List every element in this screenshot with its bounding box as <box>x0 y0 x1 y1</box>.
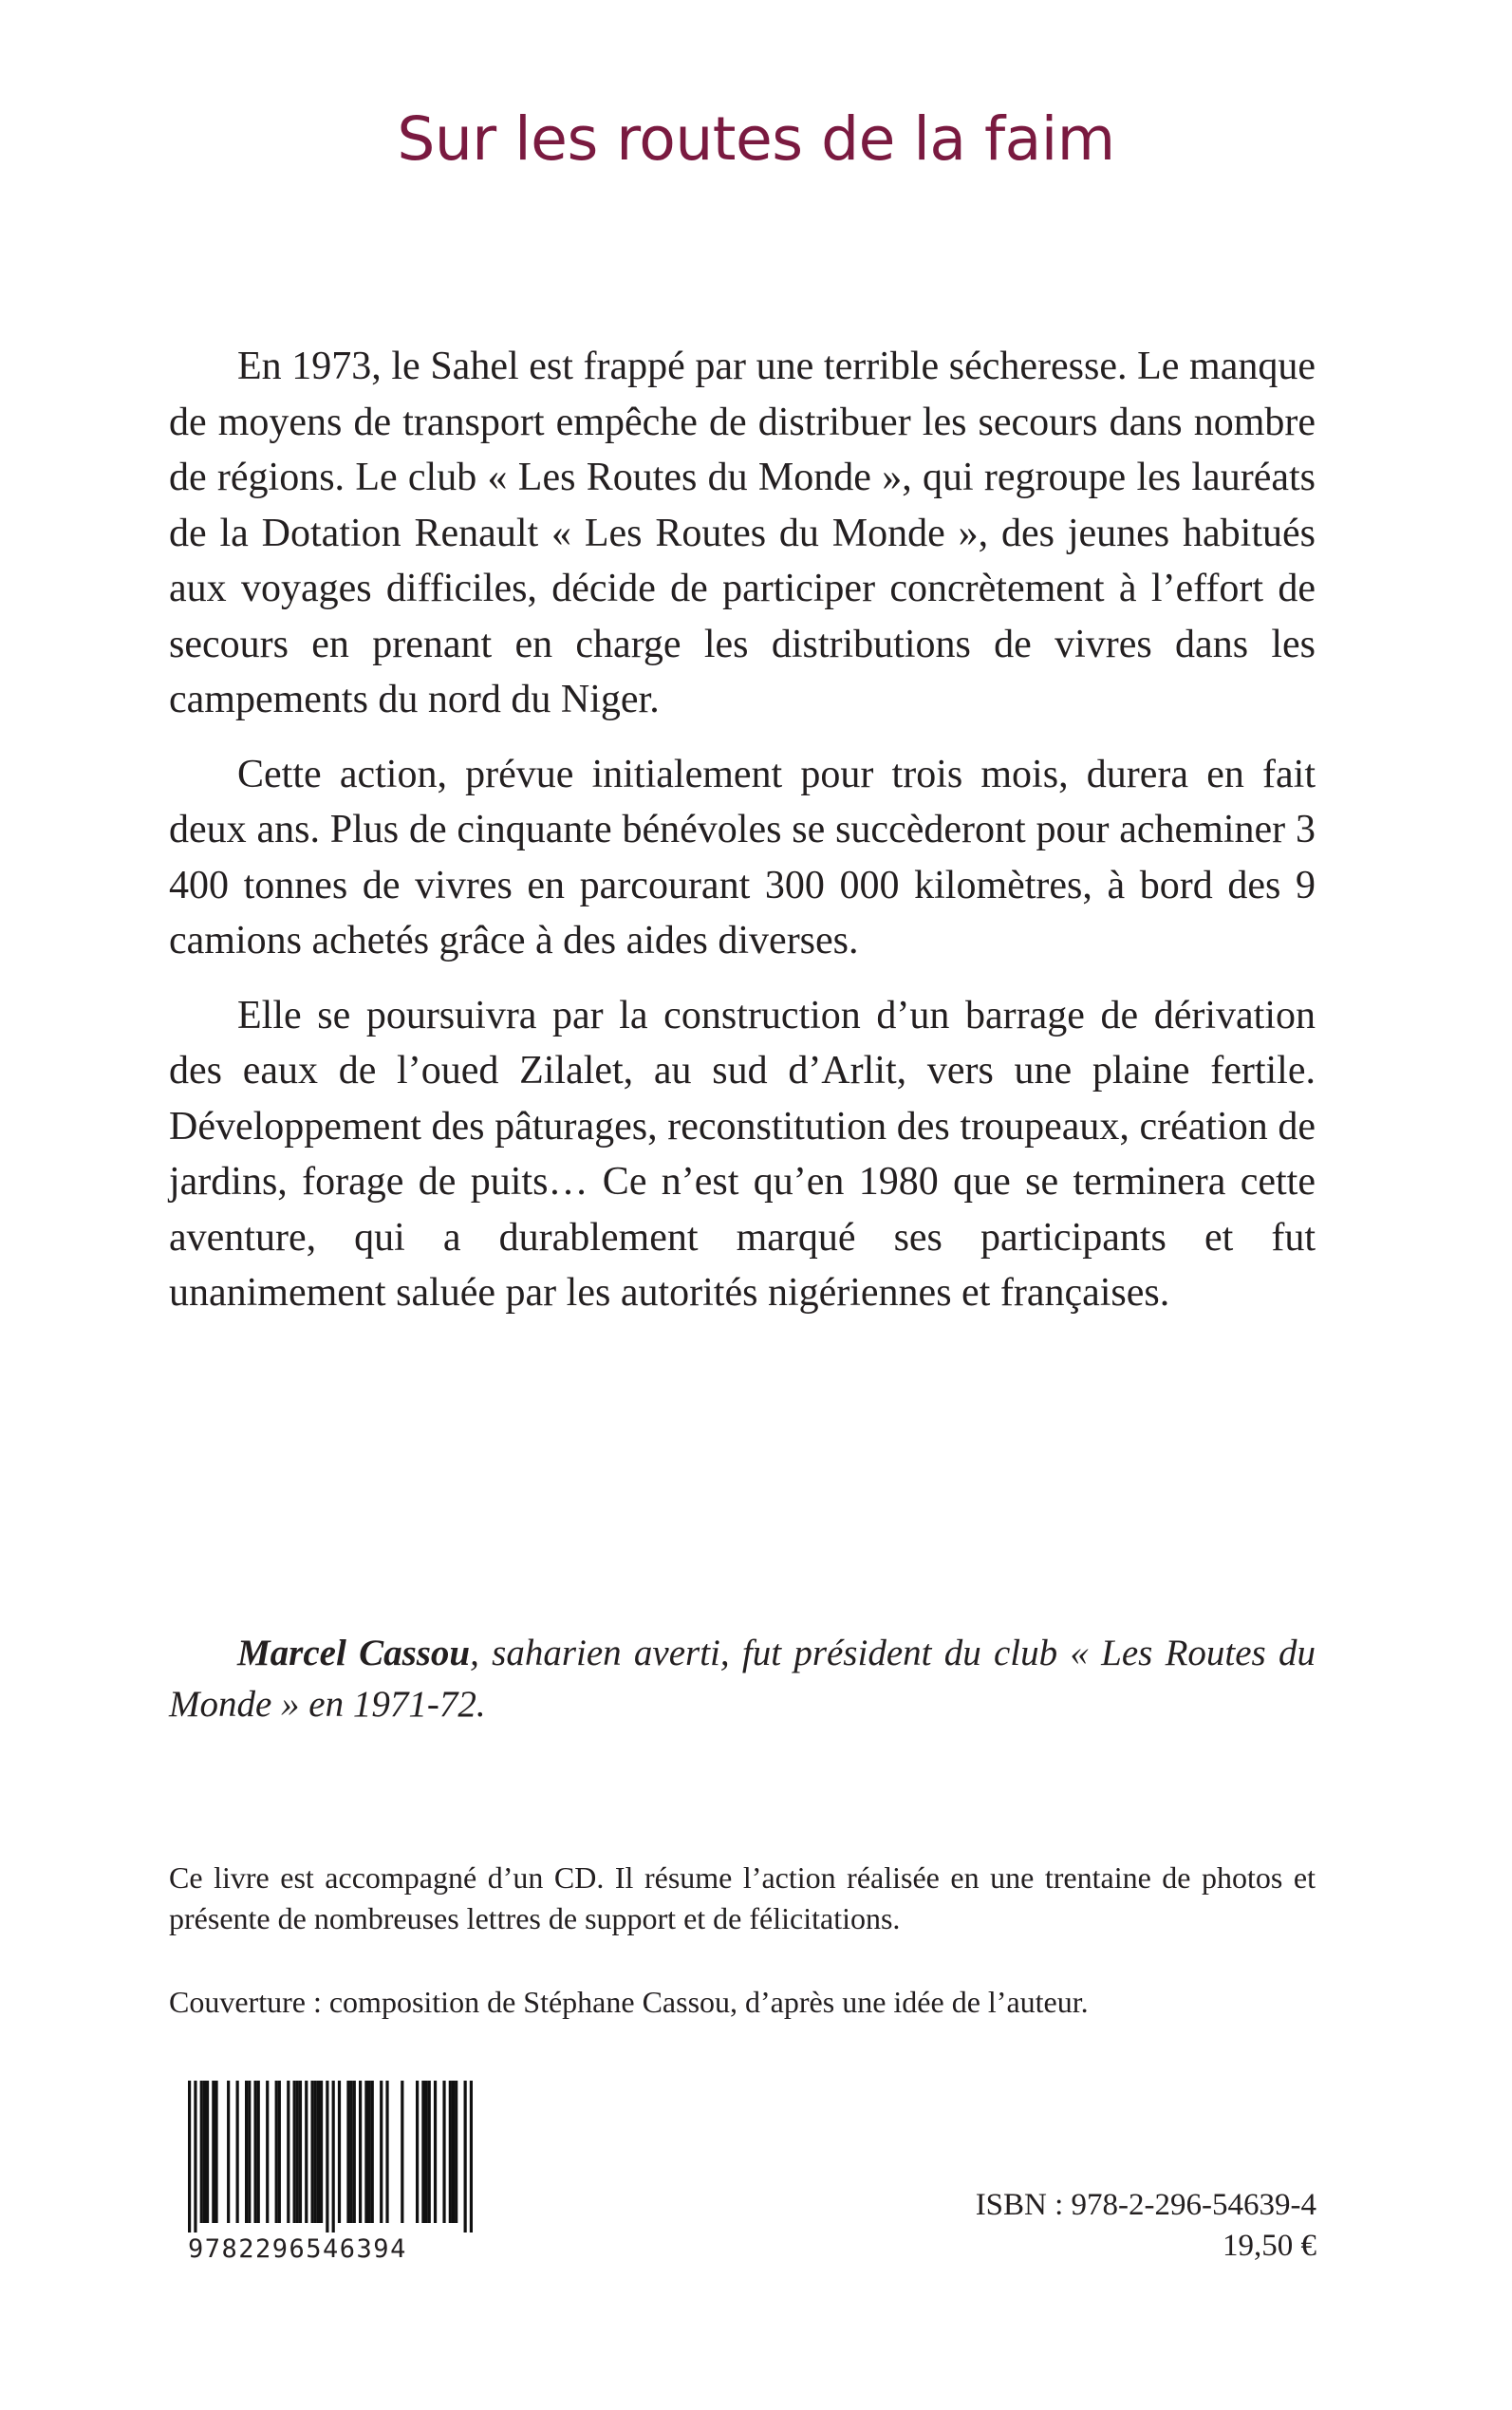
barcode-bar <box>293 2081 296 2223</box>
barcode-bar <box>257 2081 260 2223</box>
barcode-bar <box>236 2081 239 2223</box>
barcode-bar <box>227 2081 230 2223</box>
barcode-bar <box>206 2081 209 2223</box>
barcode-bar <box>442 2081 445 2223</box>
barcode <box>188 2081 473 2264</box>
barcode-bar <box>401 2081 403 2223</box>
barcode-bar <box>421 2081 424 2223</box>
barcode-bar <box>464 2081 467 2233</box>
barcode-bar <box>455 2081 457 2223</box>
barcode-bar <box>385 2081 388 2223</box>
barcode-bar <box>194 2081 196 2233</box>
barcode-bar <box>266 2081 269 2223</box>
isbn: ISBN : 978-2-296-54639-4 <box>975 2188 1316 2222</box>
cd-note: Ce livre est accompagné d’un CD. Il résume l’action réalisée en une trentaine de photos et présente de nombreuses lettres de support et de félicitations. <box>169 1860 1316 1935</box>
barcode-bar <box>299 2081 302 2223</box>
book-title: Sur les routes de la faim <box>397 104 1115 174</box>
barcode-bar <box>188 2081 191 2233</box>
barcode-bar <box>470 2081 473 2233</box>
barcode-bar <box>326 2081 328 2233</box>
barcode-bar <box>364 2081 367 2223</box>
price: 19,50 € <box>1223 2229 1316 2263</box>
author-name: Marcel Cassou <box>237 1633 471 1673</box>
author-bio <box>169 1628 1316 1730</box>
barcode-bar <box>296 2081 299 2223</box>
barcode-bar <box>332 2081 335 2233</box>
barcode-bar <box>434 2081 437 2223</box>
barcode-bar <box>353 2081 356 2223</box>
barcode-bars <box>188 2081 473 2233</box>
barcode-bar <box>212 2081 215 2223</box>
barcode-bar <box>424 2081 427 2223</box>
barcode-bar <box>428 2081 431 2223</box>
barcode-bar <box>320 2081 323 2223</box>
barcode-bar <box>317 2081 320 2223</box>
cover-credit: Couverture : composition de Stéphane Cassou, d’après une idée de l’auteur. <box>169 1985 1089 2019</box>
barcode-bar <box>416 2081 419 2223</box>
barcode-bar <box>452 2081 455 2223</box>
barcode-bar <box>350 2081 353 2223</box>
barcode-bar <box>245 2081 248 2223</box>
blurb <box>169 339 1316 1340</box>
barcode-bar <box>367 2081 370 2223</box>
barcode-bar <box>248 2081 251 2223</box>
barcode-bar <box>203 2081 206 2223</box>
barcode-bar <box>346 2081 349 2223</box>
blurb-paragraph-2: Cette action, prévue initialement pour trois mois, durera en fait deux ans. Plus de cinquante bénévoles se succèderont pour acheminer 3 400 tonnes de vivres en parcourant 300 000 kilomètres, à bord des 9 camions achetés grâce à des aides diverses. <box>169 752 1316 962</box>
blurb-paragraph-1: En 1973, le Sahel est frappé par une terrible sécheresse. Le manque de moyens de transport empêche de distribuer les secours dans nombre de régions. Le club « Les Routes du Monde », qui regroupe les lauréats de la Dotation Renault « Les Routes du Monde », des jeunes habitués aux voyages difficiles, décide de participer concrètement à l’effort de secours en prenant en charge les distributions de vivres dans les campements du nord du Niger. <box>169 345 1316 721</box>
barcode-bar <box>287 2081 289 2223</box>
barcode-bar <box>275 2081 278 2223</box>
barcode-bar <box>371 2081 374 2223</box>
blurb-paragraph-3: Elle se poursuivra par la construction d’un barrage de dérivation des eaux de l’oued Zilalet, au sud d’Arlit, vers une plaine fertile. Développement des pâturages, reconstitution des troupeaux, création de jardins, forage de puits… Ce n’est qu’en 1980 que se terminera cette aventure, qui a durablement marqué ses participants et fut unanimement saluée par les autorités nigériennes et françaises. <box>169 993 1316 1315</box>
barcode-bar <box>278 2081 281 2223</box>
barcode-bar <box>449 2081 452 2223</box>
barcode-bar <box>215 2081 217 2223</box>
barcode-bar <box>314 2081 317 2223</box>
barcode-bar <box>200 2081 203 2223</box>
barcode-digits: 9782296546394 <box>188 2234 407 2264</box>
barcode-bar <box>338 2081 341 2223</box>
barcode-bar <box>380 2081 383 2223</box>
barcode-bar <box>310 2081 313 2223</box>
barcode-bar <box>359 2081 362 2223</box>
author-bio-text: , saharien averti, fut président du club « Les Routes du Monde » en 1971-72. <box>169 1633 1316 1725</box>
barcode-bar <box>253 2081 256 2223</box>
barcode-bar <box>305 2081 308 2223</box>
